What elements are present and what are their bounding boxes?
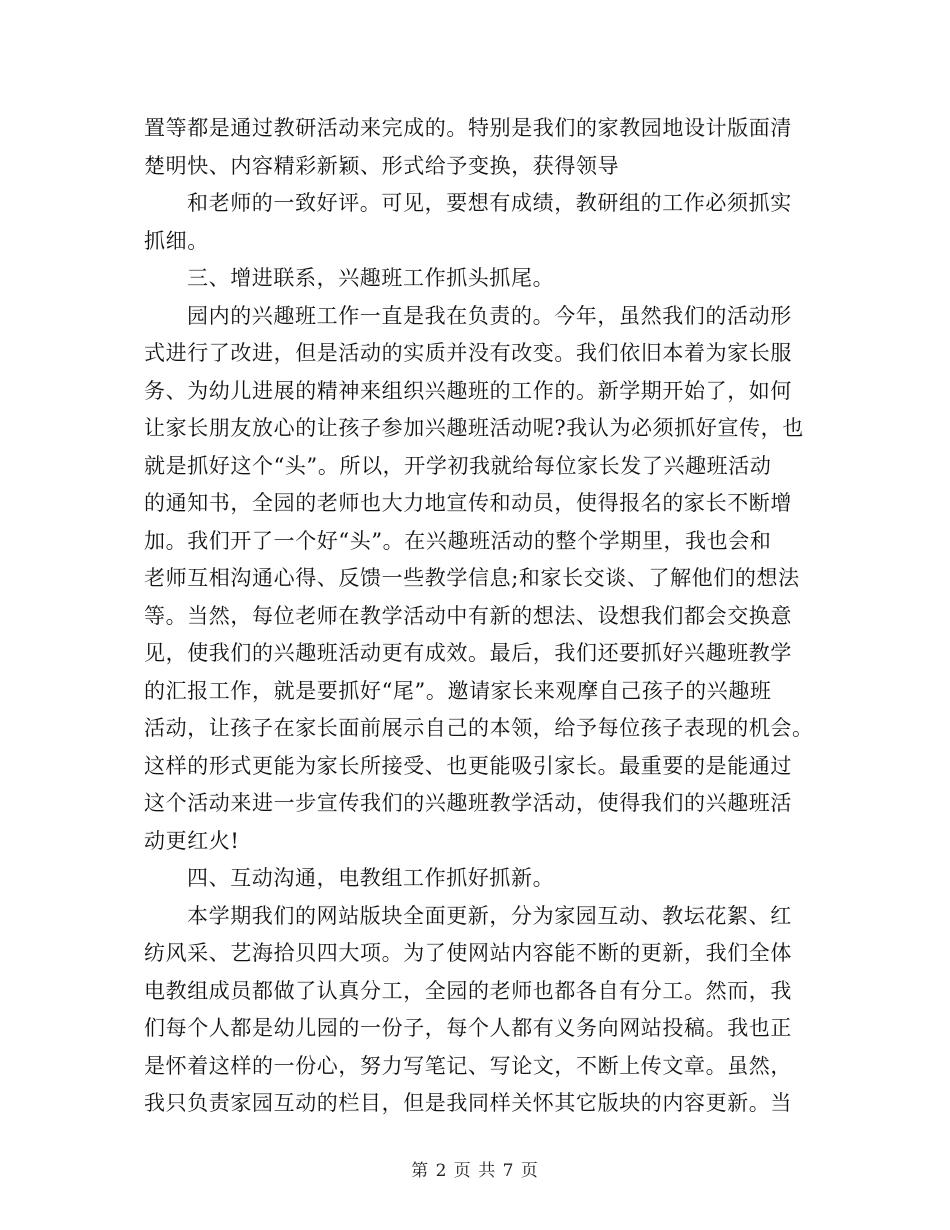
- text-line: 这个活动来进一步宣传我们的兴趣班教学活动，使得我们的兴趣班活: [144, 791, 792, 815]
- text-line: 让家长朋友放心的让孩子参加兴趣班活动呢?我认为必须抓好宣传，也: [144, 416, 804, 440]
- text-line: 务、为幼儿进展的精神来组织兴趣班的工作的。新学期开始了，如何: [144, 378, 792, 403]
- text-line: 本学期我们的网站版块全面更新，分为家园互动、教坛花絮、红: [187, 903, 792, 928]
- text-line: 这样的形式更能为家长所接受、也更能吸引家长。最重要的是能通过: [144, 753, 792, 778]
- text-line: 动更红火!: [144, 828, 240, 853]
- text-line: 抓细。: [144, 228, 209, 253]
- text-line: 是怀着这样的一份心，努力写笔记、写论文，不断上传文章。虽然，: [144, 1053, 792, 1078]
- text-line: 楚明快、内容精彩新颖、形式给予变换，获得领导: [144, 153, 620, 178]
- text-line: 的汇报工作，就是要抓好“尾”。邀请家长来观摩自己孩子的兴趣班: [144, 678, 772, 703]
- text-line: 四、互动沟通，电教组工作抓好抓新。: [187, 866, 555, 890]
- text-line: 等。当然，每位老师在教学活动中有新的想法、设想我们都会交换意: [144, 603, 792, 628]
- text-line: 三、增进联系，兴趣班工作抓头抓尾。: [187, 266, 555, 290]
- text-line: 我只负责家园互动的栏目，但是我同样关怀其它版块的内容更新。当: [144, 1091, 792, 1115]
- text-line: 园内的兴趣班工作一直是我在负责的。今年，虽然我们的活动形: [187, 303, 792, 328]
- text-line: 的通知书，全园的老师也大力地宣传和动员，使得报名的家长不断增: [144, 491, 792, 515]
- text-line: 活动，让孩子在家长面前展示自己的本领，给予每位孩子表现的机会。: [144, 716, 814, 740]
- text-line: 们每个人都是幼儿园的一份子，每个人都有义务向网站投稿。我也正: [144, 1016, 792, 1040]
- text-line: 置等都是通过教研活动来完成的。特别是我们的家教园地设计版面清: [144, 116, 792, 140]
- page-footer: 第 2 页 共 7 页: [411, 1161, 539, 1181]
- text-line: 和老师的一致好评。可见，要想有成绩，教研组的工作必须抓实: [187, 191, 792, 215]
- text-line: 加。我们开了一个好“头”。在兴趣班活动的整个学期里，我也会和: [144, 528, 772, 553]
- text-line: 老师互相沟通心得、反馈一些教学信息;和家长交谈、了解他们的想法: [144, 566, 800, 590]
- text-line: 见，使我们的兴趣班活动更有成效。最后，我们还要抓好兴趣班教学: [144, 641, 792, 665]
- text-line: 就是抓好这个“头”。所以，开学初我就给每位家长发了兴趣班活动: [144, 453, 772, 478]
- text-line: 电教组成员都做了认真分工，全园的老师也都各自有分工。然而，我: [144, 978, 792, 1003]
- text-line: 式进行了改进，但是活动的实质并没有改变。我们依旧本着为家长服: [144, 341, 792, 365]
- text-line: 纺风采、艺海拾贝四大项。为了使网站内容能不断的更新，我们全体: [144, 941, 792, 965]
- document-body: [144, 110, 812, 1123]
